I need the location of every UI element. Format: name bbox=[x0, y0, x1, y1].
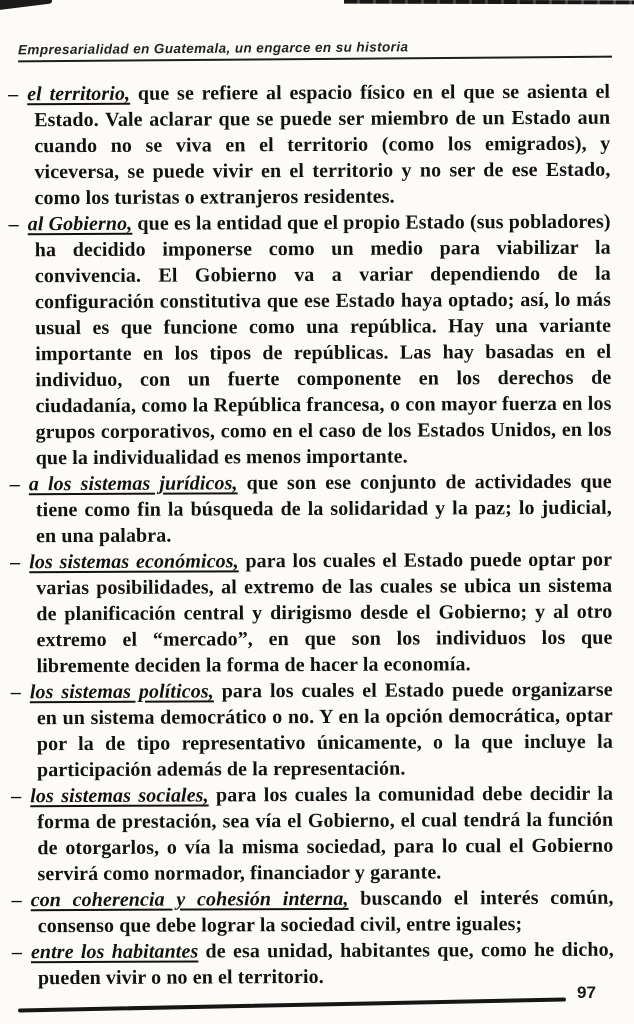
item-term: al Gobierno, bbox=[27, 212, 133, 236]
item-term: los sistemas económicos, bbox=[29, 550, 239, 574]
list-item bbox=[12, 937, 614, 992]
bullet-dash: – bbox=[8, 83, 19, 106]
item-term: el territorio, bbox=[27, 82, 131, 106]
bullet-dash: – bbox=[10, 551, 21, 574]
running-header bbox=[18, 38, 612, 63]
item-text: que son ese conjunto de actividades que tiene como fin la búsqueda de la solidaridad y la paz; lo judicial, en una palabra. bbox=[35, 470, 612, 548]
item-text: para los cuales la comunidad debe decidir la forma de prestación, sea vía el Gobierno, el cual tendrá la función de otorgarlos, o vía la misma sociedad, para lo cual el Gobierno servirá como normador, financiador y garante. bbox=[37, 782, 614, 886]
item-text: para los cuales el Estado puede optar por varias posibilidades, al extremo de las cuales se ubica un sistema de planificación central y dirigismo desde el Gobierno; y al otro extremo el “mercado”, en que son los individuos los que libremente deciden la forma de hacer la economía. bbox=[36, 548, 613, 678]
bullet-dash: – bbox=[8, 213, 19, 236]
list-item bbox=[10, 547, 613, 680]
item-term: con coherencia y cohesión interna, bbox=[30, 887, 349, 912]
scan-artifact-top-edge bbox=[344, 0, 634, 4]
item-text: buscando el interés común, consenso que debe lograr la sociedad civil, entre iguales; bbox=[37, 886, 614, 938]
bullet-dash: – bbox=[10, 681, 21, 704]
list-item bbox=[12, 885, 614, 940]
bullet-dash: – bbox=[11, 785, 22, 808]
scan-artifact-top-left bbox=[0, 0, 52, 10]
bullet-dash: – bbox=[11, 889, 22, 912]
item-term: los sistemas sociales, bbox=[30, 784, 209, 808]
item-term: a los sistemas jurídicos, bbox=[28, 472, 238, 496]
item-term: los sistemas políticos, bbox=[29, 680, 214, 704]
item-term: entre los habitantes bbox=[30, 940, 199, 964]
item-text: de esa unidad, habitantes que, como he dicho, pueden vivir o no en el territorio. bbox=[37, 938, 614, 990]
item-text: para los cuales el Estado puede organizarse en un sistema democrático o no. Y en la opción democrática, optar por la de tipo representativo únicamente, o la que incluye la participación además de la representación. bbox=[36, 678, 613, 782]
page-number: 97 bbox=[577, 983, 596, 1002]
item-text: que es la entidad que el propio Estado (sus pobladores) ha decidido imponerse como un medio para viabilizar la convivencia. El Gobierno va a variar dependiendo de la configuración constitutiva que ese Estado haya optado; así, lo más usual es que funcione como una república. Hay una variante importante en los tipos de repúblicas. Las hay basadas en el individuo, con un fuerte componente en los derechos de ciudadanía, como la República francesa, o con mayor fuerza en los grupos corporativos, como en el caso de los Estados Unidos, en los que la individualidad es menos importante. bbox=[34, 210, 612, 470]
list-item bbox=[10, 469, 612, 550]
bullet-dash: – bbox=[9, 473, 20, 496]
item-text: que se refiere al espacio físico en el que se asienta el Estado. Vale aclarar que se puede ser miembro de un Estado aun cuando no se viva en el territorio (como los emigrados), y viceversa, se puede vivir en el territorio y no ser de ese Estado, como los turistas o extranjeros residentes. bbox=[34, 80, 611, 210]
running-header-text: Empresarialidad en Guatemala, un engarce en su historia bbox=[17, 39, 409, 58]
list-item bbox=[11, 781, 613, 888]
page-body bbox=[8, 79, 614, 992]
bullet-dash: – bbox=[11, 941, 22, 964]
list-item bbox=[8, 79, 611, 212]
footer-rule bbox=[18, 998, 566, 1012]
list-item bbox=[11, 677, 613, 784]
list-item bbox=[9, 209, 612, 472]
